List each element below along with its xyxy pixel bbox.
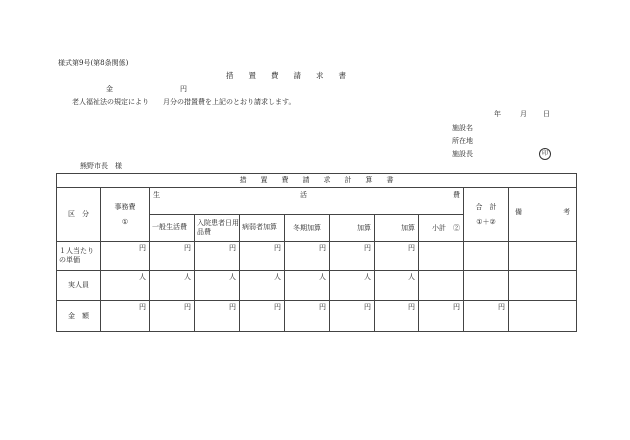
cell-unit: 人 <box>285 271 330 301</box>
header-kubun: 区 分 <box>57 188 101 242</box>
header-goukei-formula: ①＋② <box>476 217 496 226</box>
cell-unit: 円 <box>150 242 195 271</box>
form-number: 様式第9号(第8条関係) <box>58 59 129 67</box>
cell-empty <box>419 242 464 271</box>
cell-unit: 人 <box>150 271 195 301</box>
cell-unit: 円 <box>330 301 375 332</box>
header-seikatsu-c: 費 <box>453 191 460 199</box>
facility-name-label: 施設名 <box>452 124 473 132</box>
header-toki: 冬期加算 <box>285 215 330 242</box>
row-label-amount: 金 額 <box>57 301 101 332</box>
cell-empty <box>464 271 509 301</box>
header-goukei-label: 合 計 <box>475 203 497 212</box>
cell-unit: 円 <box>101 301 150 332</box>
calculation-table <box>56 173 577 332</box>
cell-unit: 円 <box>101 242 150 271</box>
cell-empty <box>509 301 577 332</box>
cell-unit: 人 <box>195 271 240 301</box>
header-jimuhi <box>101 188 150 242</box>
header-seikatsu-a: 生 <box>153 191 160 199</box>
header-goukei <box>464 188 509 242</box>
table-title: 措 置 費 請 求 計 算 書 <box>57 174 577 188</box>
row-label-headcount: 実人員 <box>57 271 101 301</box>
table-row <box>57 301 577 332</box>
header-bikou-right: 考 <box>563 208 571 216</box>
header-ippan: 一般生活費 <box>150 215 195 242</box>
cell-unit: 円 <box>419 301 464 332</box>
cell-unit: 円 <box>285 301 330 332</box>
header-bikou-left: 備 <box>515 208 522 216</box>
facility-address-label: 所在地 <box>452 137 473 145</box>
cell-empty <box>464 242 509 271</box>
cell-unit: 円 <box>195 242 240 271</box>
cell-unit: 人 <box>101 271 150 301</box>
cell-unit: 円 <box>240 301 285 332</box>
facility-head-label: 施設長 <box>452 150 473 158</box>
date-month: 月 <box>520 110 527 118</box>
page-title: 措 置 費 請 求 書 <box>226 71 346 80</box>
header-nyuin: 入院患者日用品費 <box>195 215 240 242</box>
amount-unit: 円 <box>180 85 187 93</box>
seal-mark: 印 <box>539 148 551 160</box>
cell-unit: 円 <box>285 242 330 271</box>
cell-unit: 円 <box>375 301 419 332</box>
header-bikou <box>509 188 577 242</box>
header-kasan-1: 加算 <box>330 215 375 242</box>
header-kasan-2: 加算 <box>375 215 419 242</box>
cell-unit: 人 <box>375 271 419 301</box>
header-seikatsuhi <box>150 188 464 215</box>
request-text: 老人福祉法の規定により 月分の措置費を上記のとおり請求します。 <box>72 98 296 106</box>
cell-unit: 円 <box>375 242 419 271</box>
date-year: 年 <box>494 110 501 118</box>
table-row <box>57 242 577 271</box>
cell-unit: 円 <box>150 301 195 332</box>
header-shokei: 小計 ② <box>419 215 464 242</box>
cell-empty <box>509 242 577 271</box>
header-seikatsu-b: 活 <box>300 191 307 199</box>
cell-unit: 円 <box>240 242 285 271</box>
cell-empty <box>509 271 577 301</box>
table-row <box>57 271 577 301</box>
header-jimuhi-label: 事務費 <box>114 203 136 212</box>
cell-unit: 円 <box>330 242 375 271</box>
addressee: 熊野市長 様 <box>80 162 122 170</box>
header-byojaku: 病弱者加算 <box>240 215 285 242</box>
cell-unit: 円 <box>464 301 509 332</box>
cell-unit: 円 <box>195 301 240 332</box>
cell-unit: 人 <box>240 271 285 301</box>
cell-empty <box>419 271 464 301</box>
header-jimuhi-number: ① <box>121 217 129 226</box>
cell-unit: 人 <box>330 271 375 301</box>
row-label-unit-price: １人当たりの単価 <box>57 242 101 271</box>
amount-label: 金 <box>106 85 113 93</box>
date-day: 日 <box>543 110 550 118</box>
